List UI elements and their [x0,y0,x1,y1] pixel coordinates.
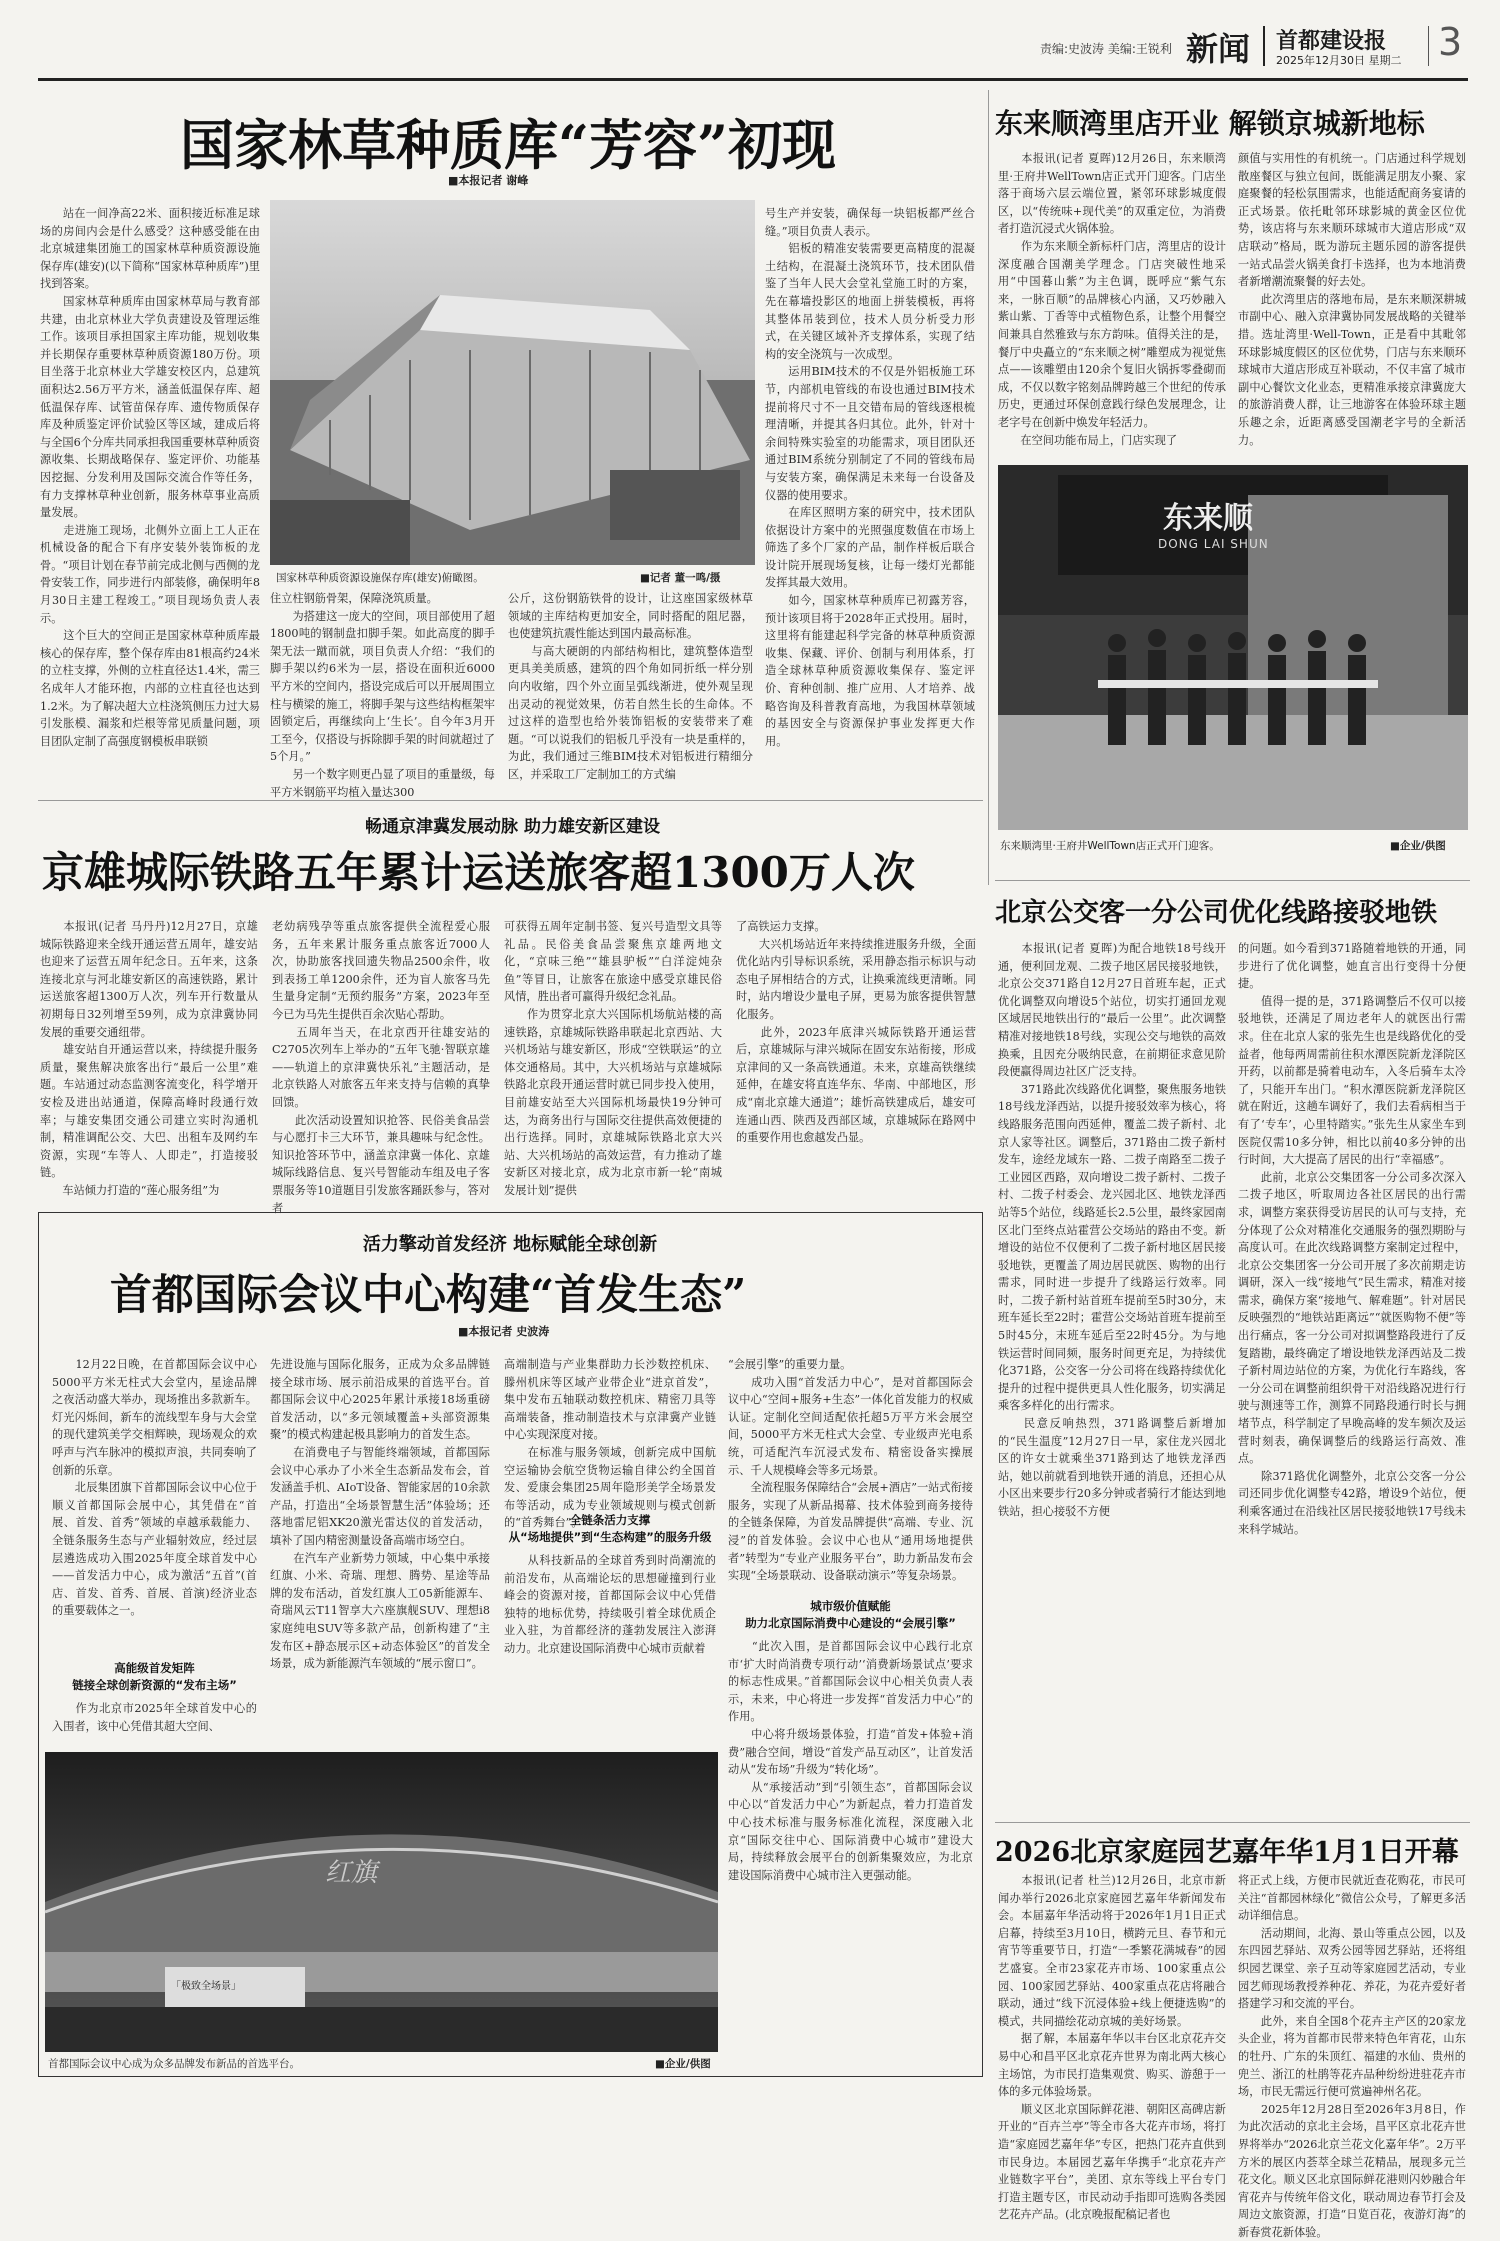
article5-col1: 12月22日晚，在首都国际会议中心5000平方米无柱式大会堂内，星途品牌之夜活动盛大举办，现场推出多款新车。灯光闪烁间，新车的流线型车身与大会堂的现代建筑美学交相辉映，现场观众的欢呼声与汽车脉冲的模拟声浪，共同奏响了创新的乐章。 北辰集团旗下首都国际会议中心位于顺义首都国际会展中心，其凭借在“首展、首发、首秀”领域的卓越承载能力、全链条服务生态与产业辐射效应，经过层层遴选成功入围2025年度全球首发中心——首发活力中心，成为激活“五首”(首店、首发、首秀、首展、首演)经济业态的重要载体之一。 [52,1358,257,1618]
article2-photo [998,465,1468,830]
article1-photo [270,200,755,565]
article5-byline: ■本报记者 史波涛 [458,1325,550,1338]
section-name: 新闻 [1186,30,1251,68]
divider [995,880,1470,881]
article3-col4: 了高铁运力支撑。 大兴机场站近年来持续推进服务升级，全面优化站内引导标识系统，采用静态指示标识与动态电子屏相结合的方式，让换乘流线更清晰。同时，站内增设少量电子屏，更易为旅客提供智慧化服务。 此外，2023年底津兴城际铁路开通运营后，京雄城际与津兴城际在固安东站衔接，形成京津间的又一条高铁通道。未来，京雄高铁继续延伸，在雄安将直连华东、华南、中部地区，形成“南北京雄大通道”；雄忻高铁建成后，雄安可连通山西、陕西及西部区域，京雄城际在路网中的重要作用也愈越发凸显。 [736,920,976,1145]
article5-col4b: “此次入围，是首都国际会议中心践行北京市‘扩大时尚消费专项行动’‘消费新场景试点’要求的标志性成果。”首都国际会议中心相关负责人表示，未来，中心将进一步发挥“首发活力中心”的作用。 中心将升级场景体验，打造“首发+体验+消费”融合空间，增设“首发产品互动区”，让首发活动从“发布场”升级为“转化场”。 从“承接活动”到“引领生态”，首都国际会议中心以“首发活力中心”为新起点，着力打造首发中心技术标准与服务标准化流程，深度融入北京“国际交往中心、国际消费中心城市”建设大局，持续释放会展平台的创新集聚效应，为北京建设国际消费中心城市注入更强动能。 [728,1640,973,1882]
article5-photo-caption: 首都国际会议中心成为众多品牌发布新品的首选平台。 [48,2058,300,2070]
article5-col1b: 作为北京市2025年全球首发中心的入围者，该中心凭借其超大空间、 [52,1702,257,1733]
header-divider [1263,26,1265,66]
article4-col1: 本报讯(记者 夏晖)为配合地铁18号线开通，便利回龙观、二拨子地区居民接驳地铁，北京公交371路自12月27日首班车起，正式优化调整双向增设5个站位，切实打通回龙观区域居民地铁出行的“最后一公里”。此次调整精准对接地铁18号线，实现公交与地铁的高效换乘，且因充分吸纳民意，在前期征求意见阶段便赢得周边社区广泛支持。 371路此次线路优化调整，聚焦服务地铁18号线龙泽西站，以提升接驳效率为核心，将线路服务范围向西延伸，覆盖二拨子新村、北京人家等社区。调整后，371路由二拨子新村发车，途经龙域东一路、二拨子南路至二拨子工业园区西路，双向增设二拨子新村、二拨子村、二拨子村委会、龙兴园北区、地铁龙泽西站等5个站位，线路延长2.5公里，最终家园南区北门至终点站霍营公交场站的路由不变。新增设的站位不仅便利了二拨子新村地区居民接驳地铁，更覆盖了周边居民就医、购物的出行需求，同时进一步提升了线路运行效率。同时，二拨子新村站首班车提前至5时30分，末班车延长至22时；霍营公交场站首班车提前至5时45分，末班车延后至22时45分。为与地铁运营时间同频，服务时间更充足，为持续优化371路，公交客一分公司将在线路持续优化提升的过程中提供更具人性化服务，切实满足乘客多样化的出行需求。 民意反响热烈，371路调整后新增加的“民生温度”12月27日一早，家住龙兴园北区的许女士就乘坐371路到达了地铁龙泽西站，她以前就看到地铁开通的消息，还担心从小区出来要步行20多分钟或者骑行才能达到地铁站，担心接驳不方便 [998,942,1226,1518]
article4-title: 北京公交客一分公司优化线路接驳地铁 [995,898,1438,928]
article3-title: 京雄城际铁路五年累计运送旅客超1300万人次 [42,848,915,897]
divider [38,800,983,801]
article1-photo-credit: ■记者 董一鸣/摄 [640,572,721,584]
article1-col4: 号生产并安装，确保每一块铝板都严丝合缝。”项目负责人表示。 铝板的精准安装需要更高精度的混凝土结构，在混凝土浇筑环节，技术团队借鉴了当年人民大会堂礼堂施工时的方案，先在幕墙投影区的地面上拼装模板，再将其整体吊装到位，技术人员分析受力形式，在关键区域补齐支撑体系，实现了结构的安全浇筑与一次成型。 运用BIM技术的不仅是外铝板施工环节，内部机电管线的布设也通过BIM技术提前将尺寸不一且交错布局的管线逐根梳理清晰，并提其各归其位。此外，针对十余间特殊实验室的功能需求，项目团队还通过BIM系统分别制定了不同的管线布局与安装方案，确保满足未来每一台设备及仪器的使用要求。 在库区照明方案的研究中，技术团队依据设计方案中的光照强度数值在市场上筛选了多个厂家的产品，制作样板后联合设计院开展现场复核，让每一缕灯光都能发挥其最大效用。 如今，国家林草种质库已初露芳容，预计该项目将于2028年正式投用。届时，这里将有能建起科学完备的林草种质资源收集、保藏、评价、创制与利用体系，打造全球林草种质资源收集保存、鉴定评价、育种创制、推广应用、人才培养、战略咨询及科普教育高地，为我国林草领域的基因安全与资源保护事业发挥更大作用。 [765,207,975,748]
article5-photo [45,1752,718,2052]
article5-subhead1: 高能级首发矩阵 链接全球创新资源的“发布主场” [72,1661,237,1692]
article1-col2: 住立柱钢筋骨架，保障浇筑质量。 为搭建这一庞大的空间，项目部使用了超1800吨的钢制盘扣脚手架。如此高度的脚手架无法一蹴而就，项目负责人介绍：“我们的脚手架以约6米为一层，搭设在面积近6000平方米的空间内，搭设完成后可以开展周围立柱与横梁的施工，将脚手架与这些结构框架牢固锁定后，再继续向上‘生长’。自今年3月开工至今，仅搭设与拆除脚手架的时间就超过了5个月。” 另一个数字则更凸显了项目的重量级，每平方米钢筋平均植入量达300 [270,592,495,799]
column-divider [988,90,989,885]
divider [995,1822,1470,1823]
article5-kicker: 活力擎动首发经济 地标赋能全球创新 [362,1234,658,1255]
photo-screen-text: 「极致全场景」 [171,1981,241,1992]
article2-photo-credit: ■企业/供图 [1390,840,1446,852]
article2-photo-caption: 东来顺湾里·王府井WellTown店正式开门迎客。 [1000,840,1220,852]
header-editors: 责编:史波涛 美编:王锐利 [1040,42,1172,56]
conference-center-night-image [45,1752,718,2052]
photo-sign-text: 红旗 [325,1858,378,1888]
article5-subhead2: 全链条活力支撑 从“场地提供”到“生态构建”的服务升级 [508,1513,712,1544]
article1-title: 国家林草种质库“芳容”初现 [180,113,837,177]
article5-col3b: 从科技新品的全球首秀到时尚潮流的前沿发布，从高端论坛的思想碰撞到行业峰会的资源对接，首都国际会议中心凭借独特的地标优势，持续吸引着全球优质企业入驻，为首都经济的蓬勃发展注入澎湃动力。北京建设国际消费中心城市贡献着 [504,1554,716,1655]
header-divider-2 [1428,26,1429,66]
header-rule [38,78,1468,81]
article6-title: 2026北京家庭园艺嘉年华1月1日开幕 [995,1837,1459,1868]
article6-col1: 本报讯(记者 杜兰)12月26日，北京市新闻办举行2026北京家庭园艺嘉年华新闻发布会。本届嘉年华活动将于2026年1月1日正式启幕，持续至3月10日，横跨元旦、春节和元宵节等重要节日，打造“一季繁花满城春”的园艺盛宴。全市23家花卉市场、100家重点公园、100家园艺驿站、400家重点花店将融合联动，通过“线下沉浸体验+线上便捷选购”的模式，共同描绘花动京城的美好场景。 据了解，本届嘉年华以丰台区北京花卉交易中心和昌平区北京花卉世界为南北两大核心主场馆，为市民打造集观赏、购买、游憩于一体的多元体验场景。 顺义区北京国际鲜花港、朝阳区高碑店新开业的“百卉兰亭”等全市各大花卉市场，将打造“家庭园艺嘉年华”专区，把热门花卉直供到市民身边。本届园艺嘉年华携手“北京花卉产业链数字平台”，美团、京东等线上平台专门打造主题专区，市民动动手指即可选购各类园艺花卉产品。(北京晚报配稿记者也 [998,1874,1226,2222]
article3-col1: 本报讯(记者 马丹丹)12月27日，京雄城际铁路迎来全线开通运营五周年，雄安站也迎来了运营五周年纪念日。五年来，这条连接北京与河北雄安新区的高速铁路，累计运送旅客超1300万人次，列车开行数量从初期每日32列增至59列，成为京津冀协同发展的重要交通纽带。 雄安站自开通运营以来，持续提升服务质量，聚焦解决旅客出行“最后一公里”难题。车站通过动态监测客流变化，科学增开安检及进出站通道，保障高峰时段通行效率；与雄安集团交通公司建立实时沟通机制，精准调配公交、大巴、出租车及网约车资源，实现“车等人、人即走”，打造接驳链。 车站倾力打造的“莲心服务组”为 [40,920,258,1197]
article1-col1: 站在一间净高22米、面积接近标准足球场的房间内会是什么感受？这种感受能在由北京城建集团施工的国家林草种质资源设施保存库(雄安)(以下简称“国家林草种质库”)里找到答案。 国家林草种质库由国家林草局与教育部共建，由北京林业大学负责建设及管理运维工作。该项目承担国家主库功能，规划收集并长期保存重要林草种质资源180万份。项目坐落于北京林业大学雄安校区内，总建筑面积达2.56万平方米，涵盖低温保存库、超低温保存库、试管苗保存库、遗传物质保存库及种质鉴定评价试验区等区域，建成后将与全国6个分库共同承担我国重要林草种质资源收集、长期战略保存、鉴定评价、功能基因挖掘、分发利用及国际交流合作等任务，有力支撑林草种业创新，服务林草事业高质量发展。 走进施工现场，北侧外立面上工人正在机械设备的配合下有序安装外装饰板的龙骨。“项目计划在春节前完成北侧与西侧的龙骨安装工作，同步进行内部装修，确保明年8月30日主建工程竣工。”项目现场负责人表示。 这个巨大的空间正是国家林草种质库最核心的保存库，整个保存库由81根高约24米的立柱支撑，外侧的立柱直径达1.4米，需三名成年人才能环抱，内部的立柱直径也达到1.2米。为了解决超大立柱浇筑侧压力过大易引发胀模、漏浆和烂根等常见质量问题，项目团队定制了高强度钢模板串联锁 [40,207,260,748]
issue-date: 2025年12月30日 星期二 [1276,54,1402,67]
article1-photo-caption: 国家林草种质资源设施保存库(雄安)俯瞰图。 [276,572,484,584]
article5-title: 首都国际会议中心构建“首发生态” [110,1270,747,1319]
article3-col2: 老幼病残孕等重点旅客提供全流程爱心服务，五年来累计服务重点旅客近7000人次，协助旅客找回遗失物品2500余件，收到表扬工单1200余件，还为盲人旅客马先生量身定制“无预约服务”方案，2023年至今已为马先生提供百余次贴心帮助。 五周年当天，在北京西开往雄安站的C2705次列车上举办的“五年飞驰·智联京雄——轨道上的京津冀快乐礼”主题活动，是北京铁路人对旅客五年来支持与信赖的真挚回馈。 此次活动设置知识抢答、民俗美食品尝与心愿打卡三大环节，兼具趣味与纪念性。知识抢答环节中，涵盖京津冀一体化、京雄城际线路信息、复兴号智能动车组及电子客票服务等10道题目引发旅客踊跃参与，答对者 [272,920,490,1215]
article1-byline: ■本报记者 谢峰 [448,174,529,187]
article1-col3: 公斤，这份钢筋铁骨的设计，让这座国家级林草领域的主库结构更加安全，同时搭配的阻尼器，也使建筑抗震性能达到国内最高标准。 与高大硬朗的内部结构相比，建筑整体造型更具美美质感，建筑的四个角如同折纸一样分别向内收缩，四个外立面呈弧线渐进，使外观呈现出灵动的视觉效果，仿若自然生长的生命体。不过这样的造型也给外装饰铝板的安装带来了难题。“可以说我们的铝板几乎没有一块是重样的，为此，我们通过三维BIM技术对铝板进行精细分区，并采取工厂定制加工的方式编 [508,592,753,781]
seed-bank-aerial-image [270,200,755,565]
article2-col1: 本报讯(记者 夏晖)12月26日，东来顺湾里·王府井WellTown店正式开门迎客。门店坐落于商场六层云端位置，紧邻环球影城度假区，以“传统味+现代美”的双重定位，为消费者打造沉浸式火锅体验。 作为东来顺全新标杆门店，湾里店的设计深度融合国潮美学理念。门店突破性地采用“中国暮山紫”为主色调，既呼应“紫气东来，一脉百顺”的品牌核心内涵，又巧妙融入紫山紫、丁香等中式植物色系，让整个用餐空间兼具自然雅致与东方韵味。值得关注的是，餐厅中央矗立的“东来顺之树”雕塑成为视觉焦点——该雕塑由120余个复旧火锅拆零叠砌而成，不仅以数字铭刻品牌跨越三个世纪的传承历史，更通过环保创意践行绿色发展理念，让老字号在创新中焕发年轻活力。 在空间功能布局上，门店实现了 [998,152,1226,447]
article5-col2: 先进设施与国际化服务，正成为众多品牌链接全球市场、展示前沿成果的首选平台。首都国际会议中心2025年累计承接18场重磅首发活动，以“多元领域覆盖+头部资源集聚”的模式构建起极具影响力的首发生态。 在消费电子与智能终端领域，首都国际会议中心承办了小米全生态新品发布会，首发涵盖手机、AIoT设备、智能家居的10余款产品，打造出“全场景智慧生活”体验场；还落地雷尼铝XK20激光雷达仪的首发活动，填补了国内精密测量设备高端市场空白。 在汽车产业新势力领域，中心集中承接红旗、小米、奇瑞、理想、腾势、星途等品牌的发布活动，首发红旗人工05新能源车、奇瑞风云T11智享大六座旗舰SUV、理想i8家庭纯电SUV等多款产品，创新构建了“主发布区+静态展示区+动态体验区”的首发全场景，成为新能源汽车领域的“展示窗口”。 [270,1358,490,1671]
article2-col2: 颜值与实用性的有机统一。门店通过科学规划散座餐区与独立包间，既能满足朋友小聚、家庭聚餐的轻松氛围需求，也能适配商务宴请的正式场景。依托毗邻环球影城的黄金区位优势，该店将与东来顺环球城市大道店形成“双店联动”格局，既为游玩主题乐园的游客提供一站式品尝火锅美食打卡选择，也为本地消费者新增潮流聚餐的好去处。 此次湾里店的落地布局，是东来顺深耕城市副中心、融入京津冀协同发展战略的关键举措。选址湾里·Well-Town，正是看中其毗邻环球影城度假区的区位优势，门店与东来顺环球城市大道店形成互补联动，不仅丰富了城市副中心餐饮文化业态，更精准承接京津冀庞大的旅游消费人群，让三地游客在体验环球主题乐趣之余，近距离感受国潮老字号的全新活力。 [1238,152,1466,447]
article2-title: 东来顺湾里店开业 解锁京城新地标 [995,107,1425,140]
article5-subhead3: 城市级价值赋能 助力北京国际消费中心建设的“会展引擎” [745,1599,956,1630]
restaurant-sign-sub: DONG LAI SHUN [1158,537,1269,551]
article4-col2: 的问题。如今看到371路随着地铁的开通，同步进行了优化调整，她直言出行变得十分便捷。 值得一提的是，371路调整后不仅可以接驳地铁，还满足了周边老年人的就医出行需求。住在北京人家的张先生也是线路优化的受益者，他每两周需前往积水潭医院新龙泽院区开药，以前都是骑着电动车，入冬后骑车太冷了，只能开车出门。“积水潭医院新龙泽院区就在附近，这趟车调好了，我们去看病相当于有了‘专车’，心里特踏实。”张先生从家坐车到医院仅需10多分钟，相比以前40多分钟的出行时间，大大提高了居民的出行“幸福感”。 此前，北京公交集团客一分公司多次深入二拨子地区，听取周边各社区居民的出行需求，调整方案获得受访居民的认可与支持，充分体现了公众对精准化交通服务的强烈期盼与高度认可。在此次线路调整方案制定过程中，北京公交集团客一分公司开展了多次前期走访调研，深入一线“接地气”民生需求，精准对接需求，确保方案“接地气、解难题”。针对居民反映强烈的“地铁站距离远”“就医购物不便”等出行痛点，客一分公司对拟调整路段进行了反复踏勘，最终确定了增设地铁龙泽西站及二拨子新村周边站位的方案，为优化行车路线，客一分公司在调整前组织骨干对沿线路况进行行驶与测速等工作，测算不同路段通行时长与拥堵节点，科学制定了早晚高峰的发车频次及运营时刻表，确保调整后的线路运行高效、准点。 除371路优化调整外，北京公交客一分公司还同步优化调整专42路，增设9个站位，便利乘客通过在沿线社区居民接驳地铁17号线未来科学城站。 [1238,942,1466,1536]
article3-kicker: 畅通京津冀发展动脉 助力雄安新区建设 [365,817,660,837]
article5-col3: 高端制造与产业集群助力长沙数控机床、滕州机床等区域产业带企业“进京首发”，集中发布五轴联动数控机床、精密刀具等高端装备，推动制造技术与京津冀产业链中心实现深度对接。 在标准与服务领域，创新完成中国航空运输协会航空货物运输自律公约全国首发、爱康会集团25周年隐形美学全场景发布等活动，成为专业领域规则与模式创新的“首秀舞台”。 [504,1358,716,1530]
article6-col2: 将正式上线，方便市民就近查花购花，市民可关注“首都园林绿化”微信公众号，了解更多活动详细信息。 活动期间，北海、景山等重点公园，以及东四园艺驿站、双秀公园等园艺驿站，还将组织园艺课堂、亲子互动等家庭园艺活动，专业园艺师现场教授养种花、养花，为花卉爱好者搭建学习和交流的平台。 此外，来自全国8个花卉主产区的20家龙头企业，将为首都市民带来特色年宵花，山东的牡丹、广东的朱顶红、福建的水仙、贵州的兜兰、浙江的杜鹃等花卉品种纷纷进驻花卉市场，市民无需远行便可赏遍神州名花。 2025年12月28日至2026年3月8日，作为此次活动的京北主会场，昌平区京北花卉世界将举办“2026北京兰花文化嘉年华”。2万平方米的展区内荟萃全球兰花精品，展现多元兰花文化。顺义区北京国际鲜花港则闪妙融合年宵花卉与传统年俗文化，联动周边春节打会及周边文旅资源，打造“日览百花，夜游灯海”的新春赏花新体验。 [1238,1874,1466,2239]
article5-photo-credit: ■企业/供图 [655,2058,711,2070]
article5-col4: “会展引擎”的重要力量。 成功入围“首发活力中心”，是对首都国际会议中心“空间+服务+生态”一体化首发能力的权威认证。定制化空间适配依托超5万平方米会展空间，5000平方米无柱式大会堂、专业级声光电系统，可适配汽车沉浸式发布、精密设备实操展示、千人规模峰会等多元场景。 全流程服务保障结合“会展+酒店”一站式衔接服务，实现了从新品揭幕、技术体验到商务接待的全链条保障，为首发品牌提供“高端、专业、沉浸”的首发体验。会议中心也从“通用场地提供者”转型为“专业产业服务平台”，助力新品发布会实现“全场景联动、设备联动演示”等复杂场景。 [728,1358,973,1583]
page-number: 3 [1438,20,1463,64]
article3-col3: 可获得五周年定制书签、复兴号造型文具等礼品。民俗美食品尝聚焦京雄两地文化，“京味三绝”“雄县驴板”“白洋淀炖杂鱼”等冒日，让旅客在旅途中感受京雄民俗风情，胜出者可赢得升级纪念礼品。 作为贯穿北京大兴国际机场航站楼的高速铁路，京雄城际铁路串联起北京西站、大兴机场站与雄安新区，形成“空铁联运”的立体交通格局。其中，大兴机场站与京雄城际铁路北京段开通运营时就已同步投入使用，目前雄安站至大兴国际机场最快19分钟可达，为商务出行与国际交往提供高效便捷的出行选择。同时，京雄城际铁路北京大兴站、大兴机场站的高效运营，有力推动了雄安新区对接北京，成为北京市新一轮“南城发展计划”提供 [504,920,722,1197]
paper-name: 首都建设报 [1276,29,1387,54]
restaurant-sign: 东来顺 [1163,501,1253,536]
